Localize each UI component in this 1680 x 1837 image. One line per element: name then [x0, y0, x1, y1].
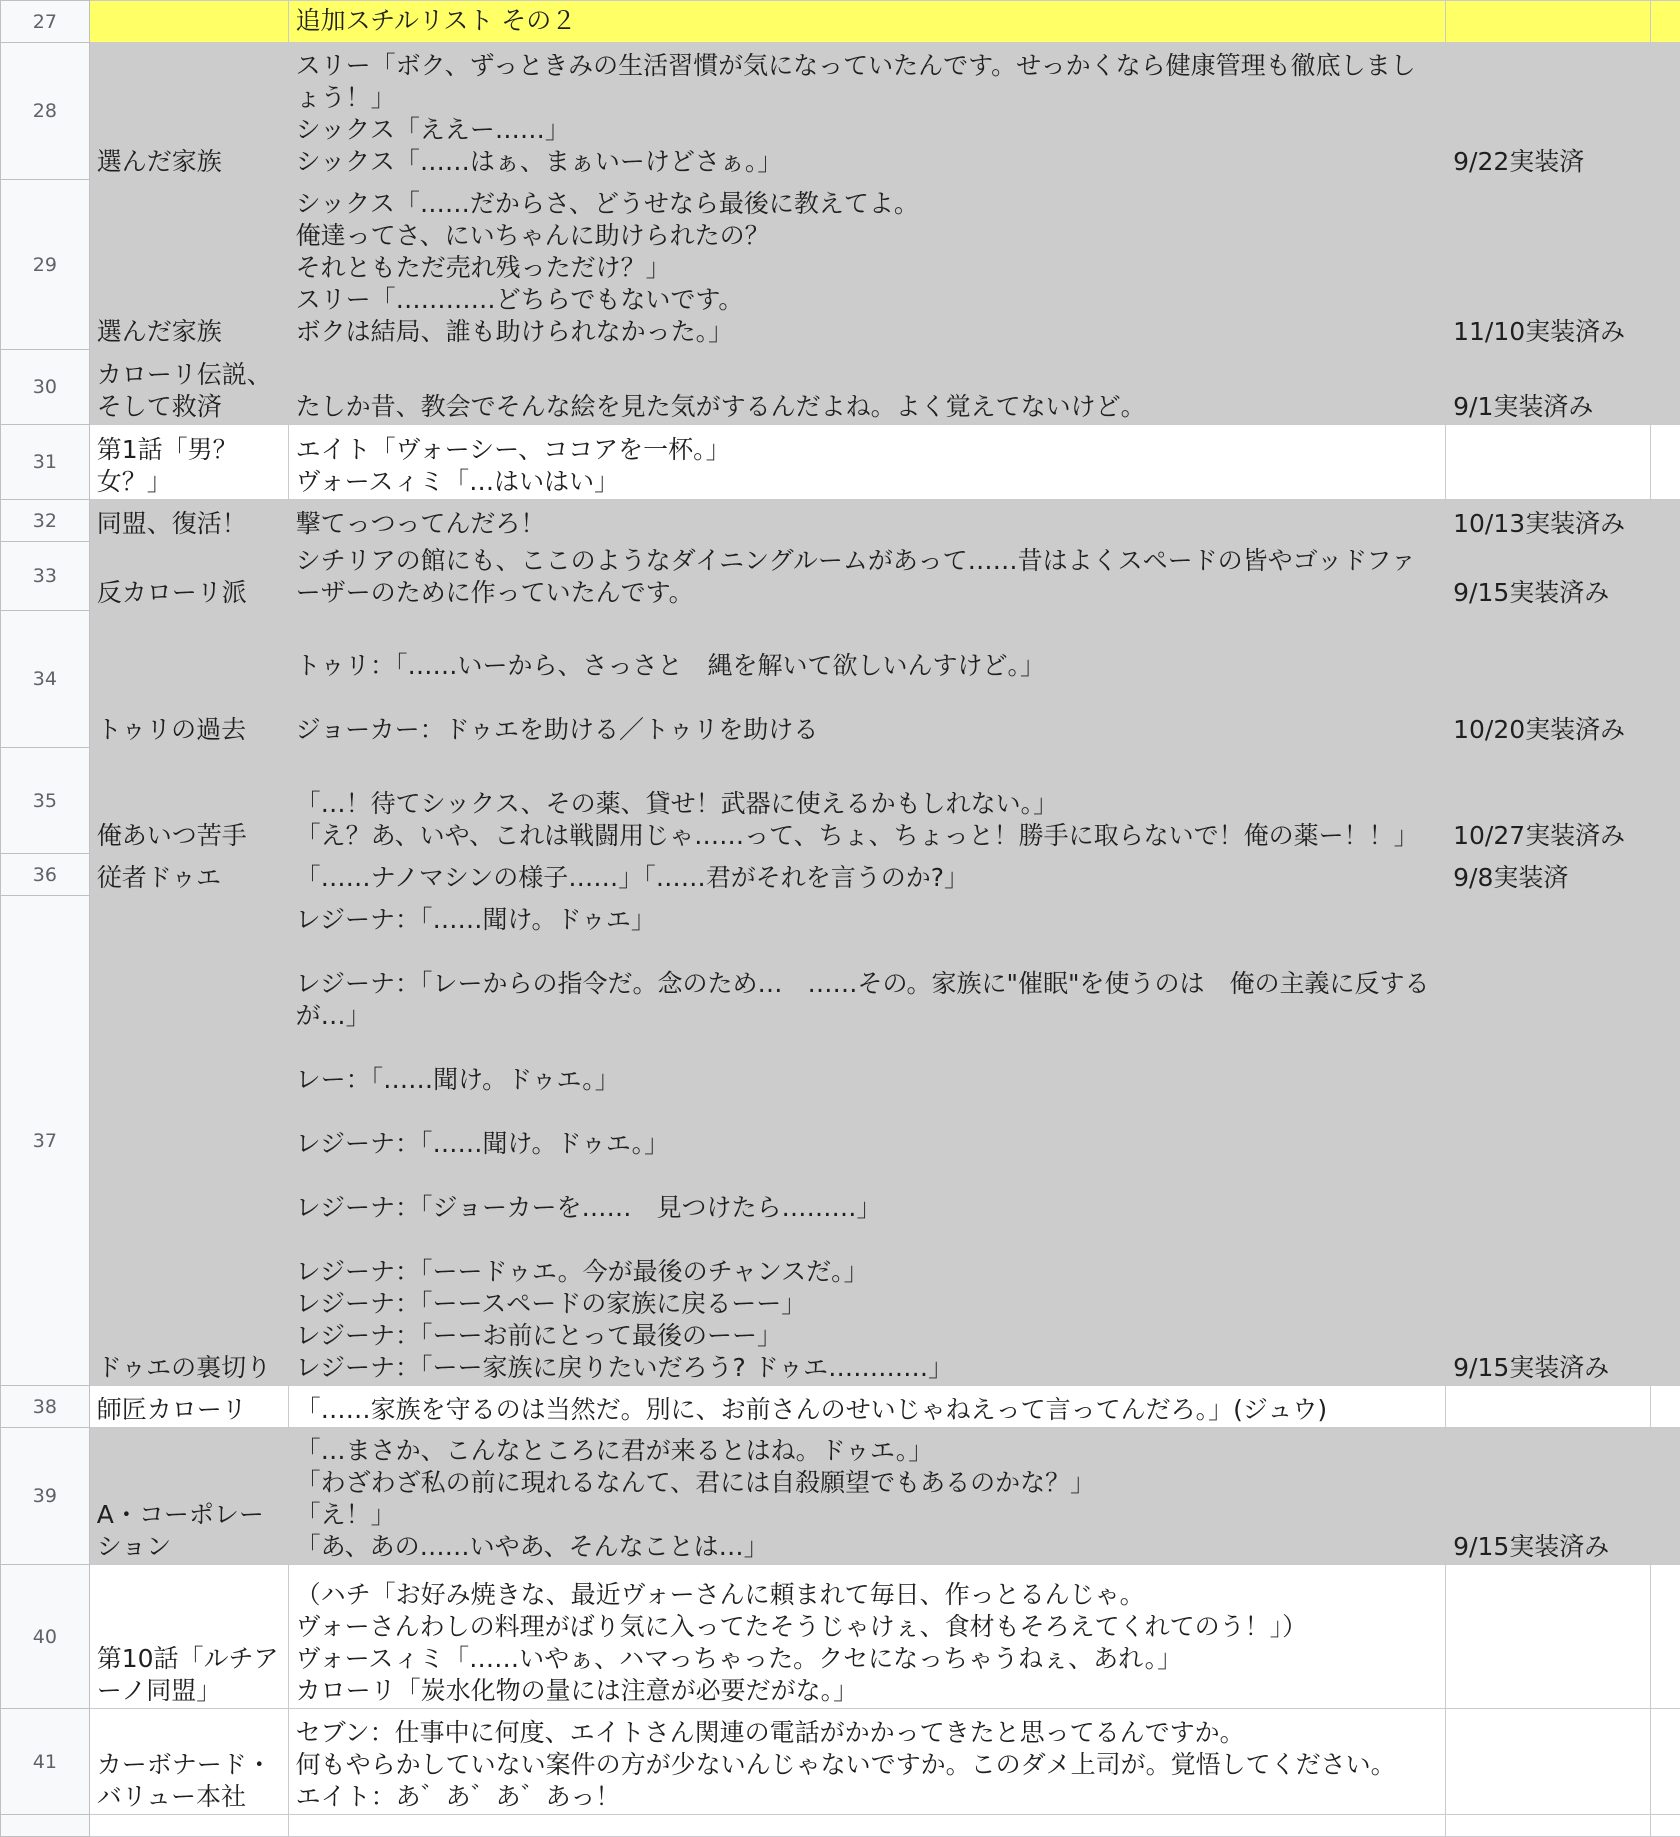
empty-cell[interactable] — [1650, 1386, 1680, 1428]
status-cell[interactable] — [1446, 1565, 1651, 1709]
row-number[interactable]: 30 — [1, 350, 90, 425]
row-number[interactable]: 33 — [1, 542, 90, 611]
still-text-cell[interactable]: レジーナ：「……聞け。ドゥエ」 レジーナ：「レーからの指令だ。念のため… ……その。家族に"催眠"を使うのは 俺の主義に反するが…」 レー：「……聞け。ドゥエ。」 レジーナ：「……聞け。ドゥエ。」 レジーナ：「ジョーカーを…… 見つけたら………」 レジーナ：「ーードゥエ。今が最後のチャンスだ。」 レジーナ：「ーースペードの家族に戻るーー」 レジーナ：「ーーお前にとって最後のーー」 レジーナ：「ーー家族に戻りたいだろう? ドゥエ…………」 — [288, 896, 1446, 1386]
still-text-cell[interactable]: セブン：仕事中に何度、エイトさん関連の電話がかかってきたと思ってるんですか。 何もやらかしていない案件の方が少ないんじゃないですか。このダメ上司が。覚悟してください。 エイト：あ゛あ゛あ゛あっ！ — [288, 1709, 1446, 1815]
sheet-row — [1, 896, 1680, 1386]
still-text-cell[interactable] — [288, 1815, 1446, 1837]
status-cell[interactable]: 10/27実装済み — [1446, 748, 1651, 854]
empty-cell[interactable] — [1650, 180, 1680, 350]
still-text-cell[interactable]: スリー「ボク、ずっときみの生活習慣が気になっていたんです。せっかくなら健康管理も徹底しましょう！」 シックス「ええー……」 シックス「……はぁ、まぁいーけどさぁ。」 — [288, 43, 1446, 180]
row-number[interactable] — [1, 1815, 90, 1837]
sheet-row — [1, 180, 1680, 350]
row-number[interactable]: 39 — [1, 1428, 90, 1565]
status-cell[interactable] — [1446, 425, 1651, 500]
status-cell[interactable] — [1446, 1815, 1651, 1837]
sheet-row — [1, 854, 1680, 896]
row-number[interactable]: 27 — [1, 1, 90, 43]
sheet-row — [1, 425, 1680, 500]
sheet-row — [1, 1, 1680, 43]
row-number[interactable]: 35 — [1, 748, 90, 854]
still-text-cell[interactable]: 「…！待てシックス、その薬、貸せ！武器に使えるかもしれない。」 「え？あ、いや、これは戦闘用じゃ……って、ちょ、ちょっと！勝手に取らないで！俺の薬ー！！」 — [288, 748, 1446, 854]
row-number[interactable]: 36 — [1, 854, 90, 896]
row-number[interactable]: 41 — [1, 1709, 90, 1815]
empty-cell[interactable] — [1650, 896, 1680, 1386]
sheet-row — [1, 1565, 1680, 1709]
status-cell[interactable]: 9/15実装済み — [1446, 1428, 1651, 1565]
episode-title-cell[interactable]: トゥリの過去 — [89, 611, 288, 748]
episode-title-cell[interactable]: 反カローリ派 — [89, 542, 288, 611]
status-cell[interactable]: 10/20実装済み — [1446, 611, 1651, 748]
still-text-cell[interactable]: エイト「ヴォーシー、ココアを一杯。」 ヴォースィミ「…はいはい」 — [288, 425, 1446, 500]
still-text-cell[interactable]: （ハチ「お好み焼きな、最近ヴォーさんに頼まれて毎日、作っとるんじゃ。 ヴォーさんわしの料理がばり気に入ってたそうじゃけぇ、食材もそろえてくれてのう！」） ヴォースィミ「……いやぁ、ハマっちゃった。クセになっちゃうねぇ、あれ。」 カローリ「炭水化物の量には注意が必要だがな。」 — [288, 1565, 1446, 1709]
episode-title-cell[interactable]: 選んだ家族 — [89, 43, 288, 180]
episode-title-cell[interactable]: 第10話「ルチアーノ同盟」 — [89, 1565, 288, 1709]
still-text-cell[interactable]: たしか昔、教会でそんな絵を見た気がするんだよね。よく覚えてないけど。 — [288, 350, 1446, 425]
episode-title-cell[interactable] — [89, 1, 288, 43]
sheet-row — [1, 1815, 1680, 1837]
row-number[interactable]: 37 — [1, 896, 90, 1386]
empty-cell[interactable] — [1650, 542, 1680, 611]
status-cell[interactable]: 9/15実装済み — [1446, 896, 1651, 1386]
sheet-row — [1, 611, 1680, 748]
episode-title-cell[interactable] — [89, 1815, 288, 1837]
sheet-row — [1, 1428, 1680, 1565]
episode-title-cell[interactable]: 第1話「男？ 女？」 — [89, 425, 288, 500]
still-text-cell[interactable]: シチリアの館にも、ここのようなダイニングルームがあって……昔はよくスペードの皆やゴッドファーザーのために作っていたんです。 — [288, 542, 1446, 611]
episode-title-cell[interactable]: A・コーポレーション — [89, 1428, 288, 1565]
empty-cell[interactable] — [1650, 611, 1680, 748]
empty-cell[interactable] — [1650, 425, 1680, 500]
episode-title-cell[interactable]: 選んだ家族 — [89, 180, 288, 350]
still-text-cell[interactable]: 「……家族を守るのは当然だ。別に、お前さんのせいじゃねえって言ってんだろ。」(ジュウ) — [288, 1386, 1446, 1428]
still-text-cell[interactable]: トゥリ：「……いーから、さっさと 縄を解いて欲しいんすけど。」 ジョーカー：ドゥエを助ける／トゥリを助ける — [288, 611, 1446, 748]
empty-cell[interactable] — [1650, 1815, 1680, 1837]
row-number[interactable]: 29 — [1, 180, 90, 350]
empty-cell[interactable] — [1650, 1428, 1680, 1565]
status-cell[interactable]: 10/13実装済み — [1446, 500, 1651, 542]
row-number[interactable]: 38 — [1, 1386, 90, 1428]
episode-title-cell[interactable]: 従者ドゥエ — [89, 854, 288, 896]
row-number[interactable]: 34 — [1, 611, 90, 748]
empty-cell[interactable] — [1650, 1565, 1680, 1709]
status-cell[interactable]: 11/10実装済み — [1446, 180, 1651, 350]
still-text-cell[interactable]: シックス「……だからさ、どうせなら最後に教えてよ。 俺達ってさ、にいちゃんに助けられたの？ それともただ売れ残っただけ？」 スリー「…………どちらでもないです。 ボクは結局、誰も助けられなかった。」 — [288, 180, 1446, 350]
sheet-row — [1, 1386, 1680, 1428]
episode-title-cell[interactable]: 俺あいつ苦手 — [89, 748, 288, 854]
status-cell[interactable] — [1446, 1709, 1651, 1815]
sheet-row — [1, 350, 1680, 425]
still-text-cell[interactable]: 追加スチルリスト その２ — [288, 1, 1446, 43]
row-number[interactable]: 28 — [1, 43, 90, 180]
empty-cell[interactable] — [1650, 350, 1680, 425]
sheet-row — [1, 500, 1680, 542]
row-number[interactable]: 40 — [1, 1565, 90, 1709]
sheet-row — [1, 542, 1680, 611]
empty-cell[interactable] — [1650, 1, 1680, 43]
still-text-cell[interactable]: 「……ナノマシンの様子……」「……君がそれを言うのか?」 — [288, 854, 1446, 896]
row-number[interactable]: 32 — [1, 500, 90, 542]
sheet-body — [1, 1, 1680, 1837]
status-cell[interactable]: 9/15実装済み — [1446, 542, 1651, 611]
empty-cell[interactable] — [1650, 43, 1680, 180]
status-cell[interactable]: 9/8実装済 — [1446, 854, 1651, 896]
empty-cell[interactable] — [1650, 748, 1680, 854]
still-text-cell[interactable]: 「…まさか、こんなところに君が来るとはね。ドゥエ。」 「わざわざ私の前に現れるなんて、君には自殺願望でもあるのかな？」 「え！」 「あ、あの……いやあ、そんなことは…」 — [288, 1428, 1446, 1565]
episode-title-cell[interactable]: ドゥエの裏切り — [89, 896, 288, 1386]
sheet-row — [1, 43, 1680, 180]
episode-title-cell[interactable]: カローリ伝説、 そして救済 — [89, 350, 288, 425]
episode-title-cell[interactable]: カーボナード・バリュー本社 — [89, 1709, 288, 1815]
episode-title-cell[interactable]: 師匠カローリ — [89, 1386, 288, 1428]
status-cell[interactable]: 9/1実装済み — [1446, 350, 1651, 425]
sheet-row — [1, 1709, 1680, 1815]
sheet-row — [1, 748, 1680, 854]
row-number[interactable]: 31 — [1, 425, 90, 500]
status-cell[interactable]: 9/22実装済 — [1446, 43, 1651, 180]
still-text-cell[interactable]: 撃てっつってんだろ！ — [288, 500, 1446, 542]
episode-title-cell[interactable]: 同盟、復活！ — [89, 500, 288, 542]
empty-cell[interactable] — [1650, 854, 1680, 896]
status-cell[interactable] — [1446, 1, 1651, 43]
empty-cell[interactable] — [1650, 1709, 1680, 1815]
status-cell[interactable] — [1446, 1386, 1651, 1428]
empty-cell[interactable] — [1650, 500, 1680, 542]
